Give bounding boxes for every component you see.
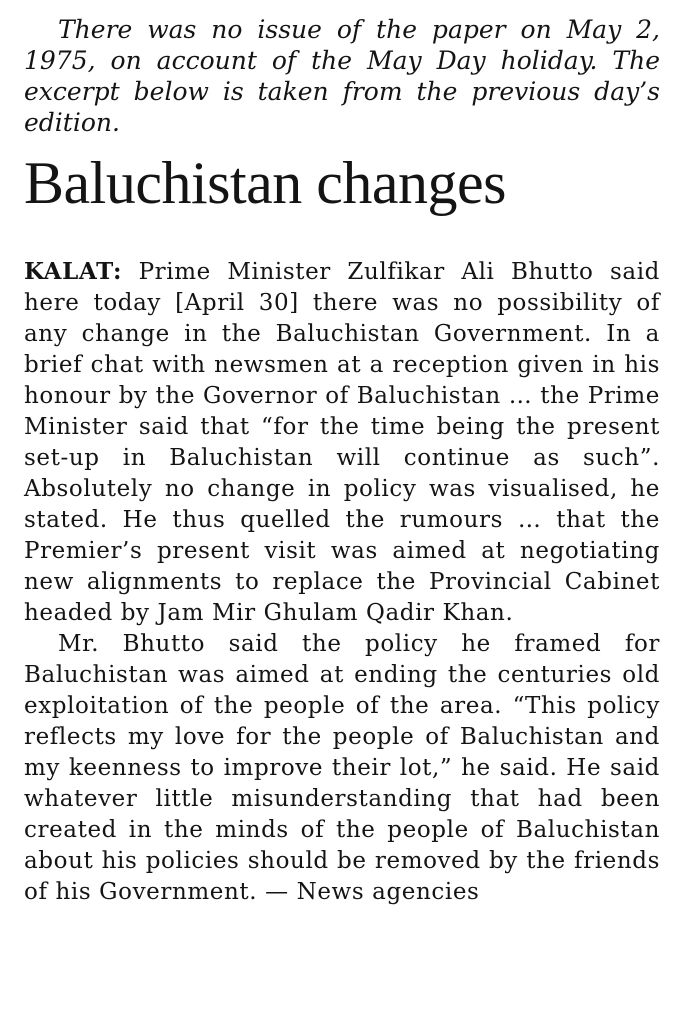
article-body [24, 256, 660, 908]
newspaper-excerpt [24, 14, 660, 908]
paragraph-1-text: Prime Minister Zulfikar Ali Bhutto said here today [April 30] there was no possibility of any change in the Baluchistan Government. In a brief chat with newsmen at a reception given in his honour by the Governor of Baluchistan … the Prime Minister said that “for the time being the present set-up in Baluchistan will continue as such”. Absolutely no change in policy was visualised, he stated. He thus quelled the rumours … that the Premier’s present visit was aimed at negotiating new alignments to replace the Provincial Cabinet headed by Jam Mir Ghulam Qadir Khan. [24, 259, 660, 626]
article-paragraph-2: Mr. Bhutto said the policy he framed for Baluchistan was aimed at ending the centuries old exploitation of the people of the area. “This policy reflects my love for the people of Baluchistan and my keenness to improve their lot,” he said. He said whatever little misunderstanding that had been created in the minds of the people of Baluchistan about his policies should be removed by the friends of his Government. — News agencies [24, 631, 660, 905]
article-paragraph-1 [24, 256, 660, 629]
dateline: KALAT: [24, 258, 123, 285]
headline: Baluchistan changes [24, 150, 507, 216]
editor-note: There was no issue of the paper on May 2, 1975, on account of the May Day holiday. The excerpt below is taken from the previous day’s edition. [24, 15, 660, 137]
